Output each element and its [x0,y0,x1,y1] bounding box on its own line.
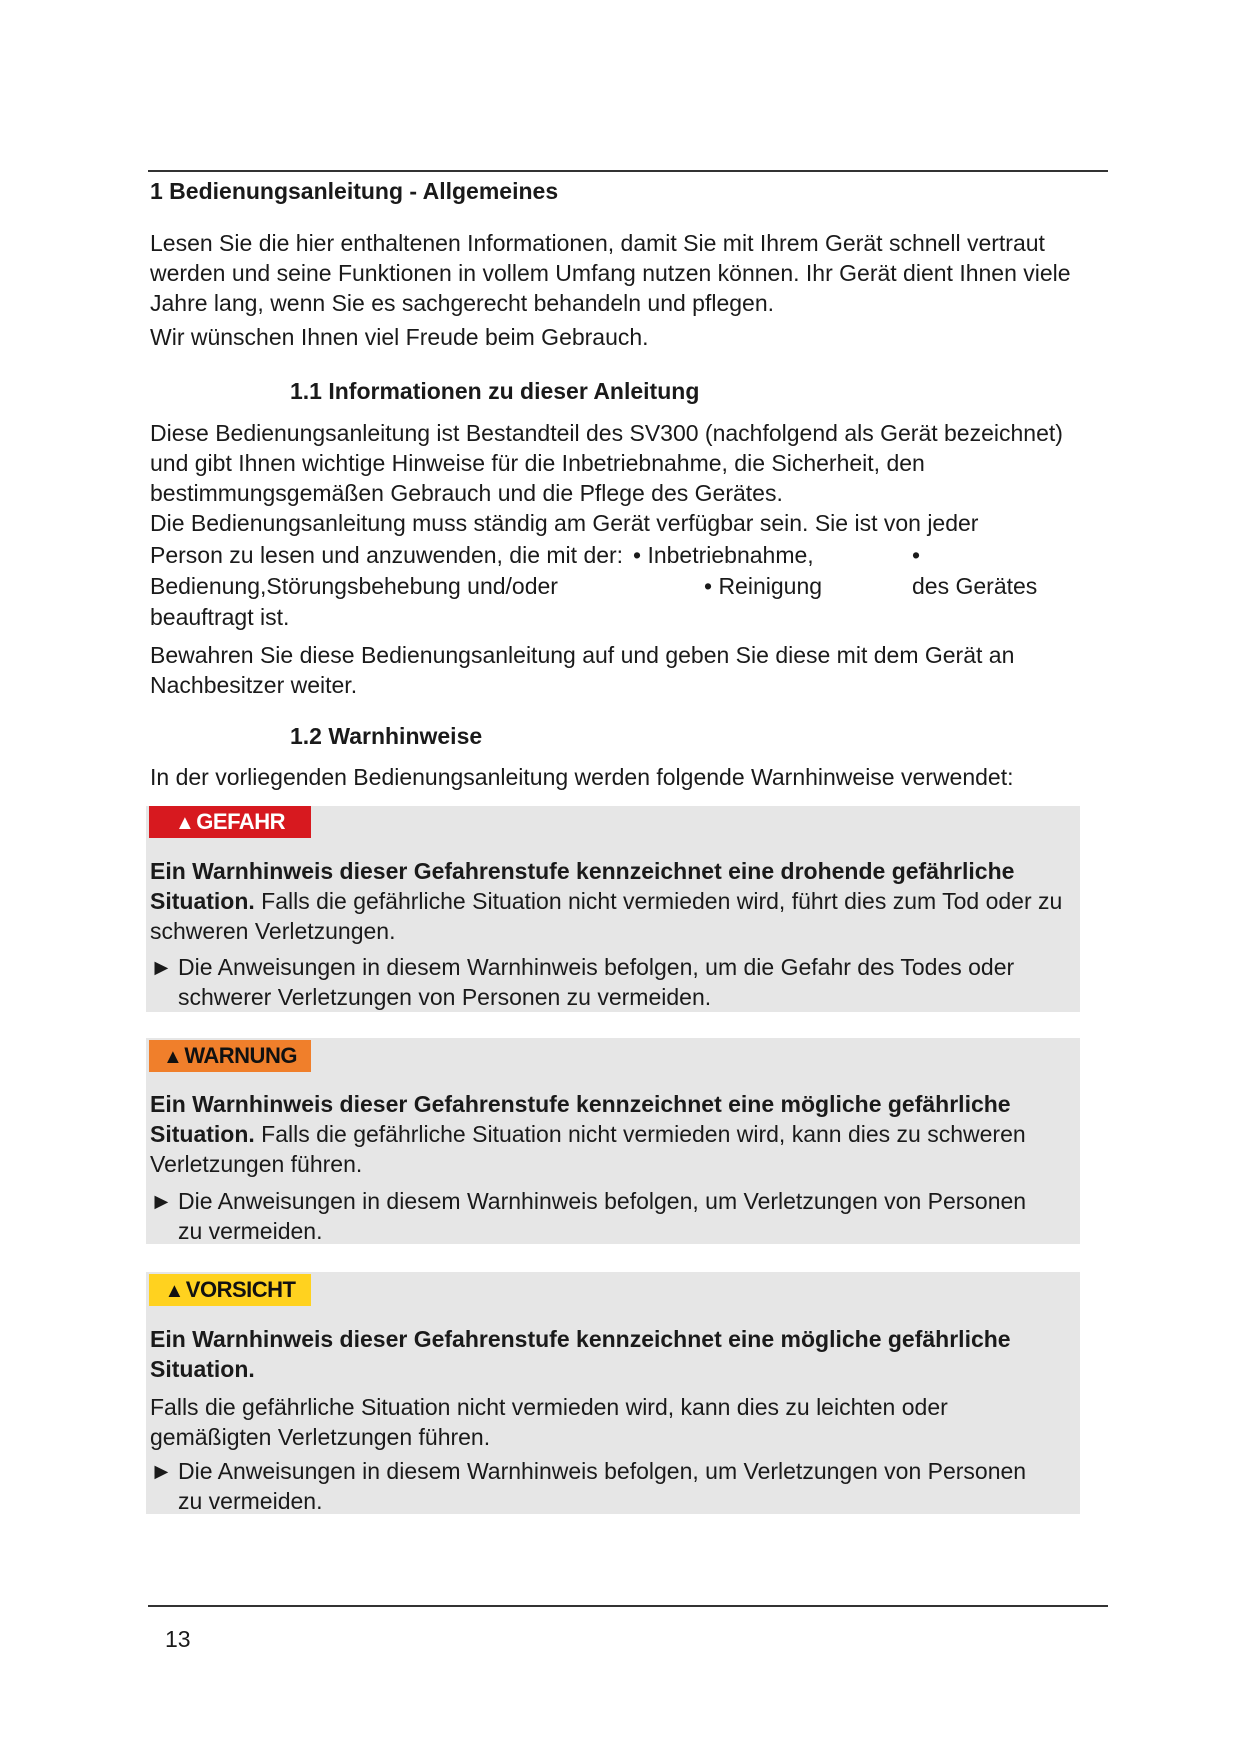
info-paragraph-1: Diese Bedienungsanleitung ist Bestandteil des SV300 (nachfolgend als Gerät bezeichnet) und gibt Ihnen wichtige Hinweise für die Inbetriebnahme, die Sicherheit, den bestimmungsgemäßen Gebrauch und die Pflege des Gerätes. [150,420,1063,506]
arrow-icon: ► [150,954,173,980]
danger-tag: ▲GEFAHR [149,806,311,838]
subsection-title-1-2: 1.2 Warnhinweise [290,723,483,749]
info-paragraph-2-line4: beauftragt ist. [150,604,290,630]
danger-description: Ein Warnhinweis dieser Gefahrenstufe kennzeichnet eine drohende gefährliche Situation. Falls die gefährliche Situation nicht vermieden wird, führt dies zum Tod oder zu schweren Verletzungen. [150,858,1063,944]
warning-action-line2: zu vermeiden. [178,1218,323,1244]
danger-action: ► Die Anweisungen in diesem Warnhinweis befolgen, um die Gefahr des Todes oder [150,954,1015,980]
warning-tag: ▲WARNUNG [149,1040,311,1072]
danger-action-line2: schwerer Verletzungen von Personen zu vermeiden. [178,984,712,1010]
arrow-icon: ► [150,1458,173,1484]
info-paragraph-2-line2: Person zu lesen und anzuwenden, die mit der: [150,542,624,568]
info-paragraph-2-line1: Die Bedienungsanleitung muss ständig am Gerät verfügbar sein. Sie ist von jeder [150,510,979,536]
line3-end: des Gerätes [912,573,1038,599]
caution-action-line2: zu vermeiden. [178,1488,323,1514]
bullet-inbetriebnahme: • Inbetriebnahme, [633,542,814,568]
arrow-icon: ► [150,1188,173,1214]
caution-action: ► Die Anweisungen in diesem Warnhinweis befolgen, um Verletzungen von Personen [150,1458,1027,1484]
warnings-intro: In der vorliegenden Bedienungsanleitung werden folgende Warnhinweise verwendet: [150,764,1014,790]
info-paragraph-3: Bewahren Sie diese Bedienungsanleitung auf und geben Sie diese mit dem Gerät an Nachbesitzer weiter. [150,642,1015,698]
warning-triangle-icon: ▲ [175,812,195,834]
bullet-reinigung: • Reinigung [704,573,823,599]
caution-tag: ▲VORSICHT [149,1274,311,1306]
subsection-title-1-1: 1.1 Informationen zu dieser Anleitung [290,378,700,404]
caution-description-bold: Ein Warnhinweis dieser Gefahrenstufe kennzeichnet eine mögliche gefährliche Situation. [150,1326,1011,1382]
warning-triangle-icon: ▲ [163,1046,183,1068]
warning-description: Ein Warnhinweis dieser Gefahrenstufe kennzeichnet eine mögliche gefährliche Situation. Falls die gefährliche Situation nicht vermieden wird, kann dies zu schweren Verletzungen führen. [150,1091,1026,1177]
header-rule [148,170,1108,172]
warning-action: ► Die Anweisungen in diesem Warnhinweis befolgen, um Verletzungen von Personen [150,1188,1027,1214]
caution-description: Falls die gefährliche Situation nicht vermieden wird, kann dies zu leichten oder gemäßigten Verletzungen führen. [150,1394,948,1450]
bullet-bedienung: • [912,542,921,568]
warning-triangle-icon: ▲ [164,1280,184,1302]
wish-paragraph: Wir wünschen Ihnen viel Freude beim Gebrauch. [150,324,649,350]
footer-rule [148,1605,1108,1607]
intro-paragraph: Lesen Sie die hier enthaltenen Informationen, damit Sie mit Ihrem Gerät schnell vertraut werden und seine Funktionen in vollem Umfang nutzen können. Ihr Gerät dient Ihnen viele Jahre lang, wenn Sie es sachgerecht behandeln und pflegen. [150,230,1071,316]
info-paragraph-2-line3: Bedienung,Störungsbehebung und/oder [150,573,558,599]
page-number: 13 [165,1626,191,1652]
section-title: 1 Bedienungsanleitung - Allgemeines [150,178,559,204]
